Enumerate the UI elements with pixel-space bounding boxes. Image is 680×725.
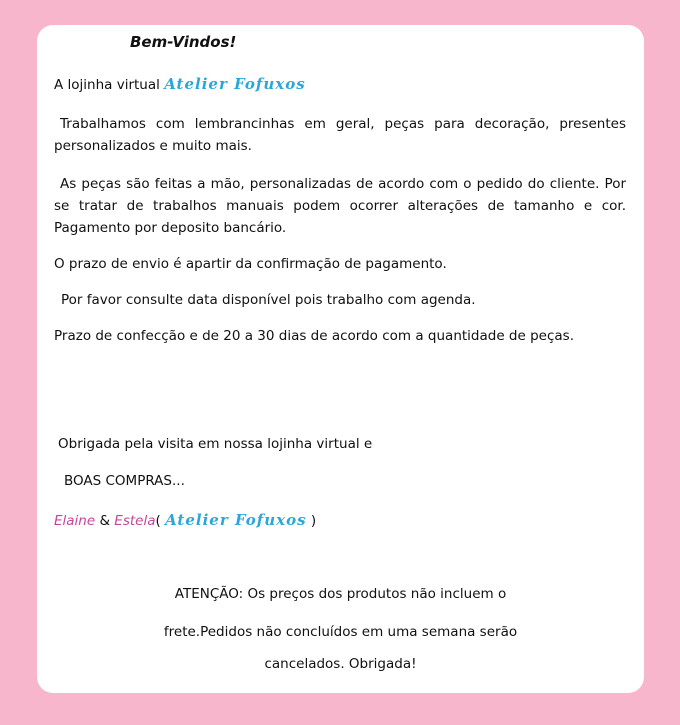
signature-name-1: Elaine: [54, 513, 96, 529]
paragraph: O prazo de envio é apartir da confirmação de pagamento.: [54, 256, 447, 272]
signature: [54, 509, 316, 532]
paragraph: Trabalhamos com lembrancinhas em geral, peças para decoração, presentes personalizados e muito mais.: [54, 116, 626, 154]
signature-name-2: Estela: [114, 513, 156, 529]
boas-compras-text: BOAS COMPRAS...: [64, 473, 185, 489]
signature-amp: &: [99, 513, 110, 529]
paragraph: Por favor consulte data disponível pois trabalho com agenda.: [61, 292, 476, 308]
page-title: Bem-Vindos!: [130, 33, 237, 51]
content-card: [37, 25, 644, 693]
thanks-text: Obrigada pela visita em nossa lojinha virtual e: [58, 436, 373, 452]
brand-logo: Atelier Fofuxos: [164, 75, 306, 93]
brand-logo: Atelier Fofuxos: [165, 511, 307, 529]
intro-line: [54, 73, 306, 96]
notice-line: frete.Pedidos não concluídos em uma semana serão: [163, 624, 518, 640]
paragraph: Prazo de confecção e de 20 a 30 dias de acordo com a quantidade de peças.: [54, 328, 574, 344]
signature-open: (: [155, 513, 161, 529]
paragraph: As peças são feitas a mão, personalizadas de acordo com o pedido do cliente. Por se tratar de trabalhos manuais podem ocorrer alterações de tamanho e cor. Pagamento por deposito bancário.: [54, 176, 626, 236]
notice-line: cancelados. Obrigada!: [264, 656, 417, 672]
signature-close: ): [310, 513, 317, 529]
notice-line: ATENÇÃO: Os preços dos produtos não incluem o: [174, 586, 507, 602]
intro-text: A lojinha virtual: [54, 77, 160, 93]
